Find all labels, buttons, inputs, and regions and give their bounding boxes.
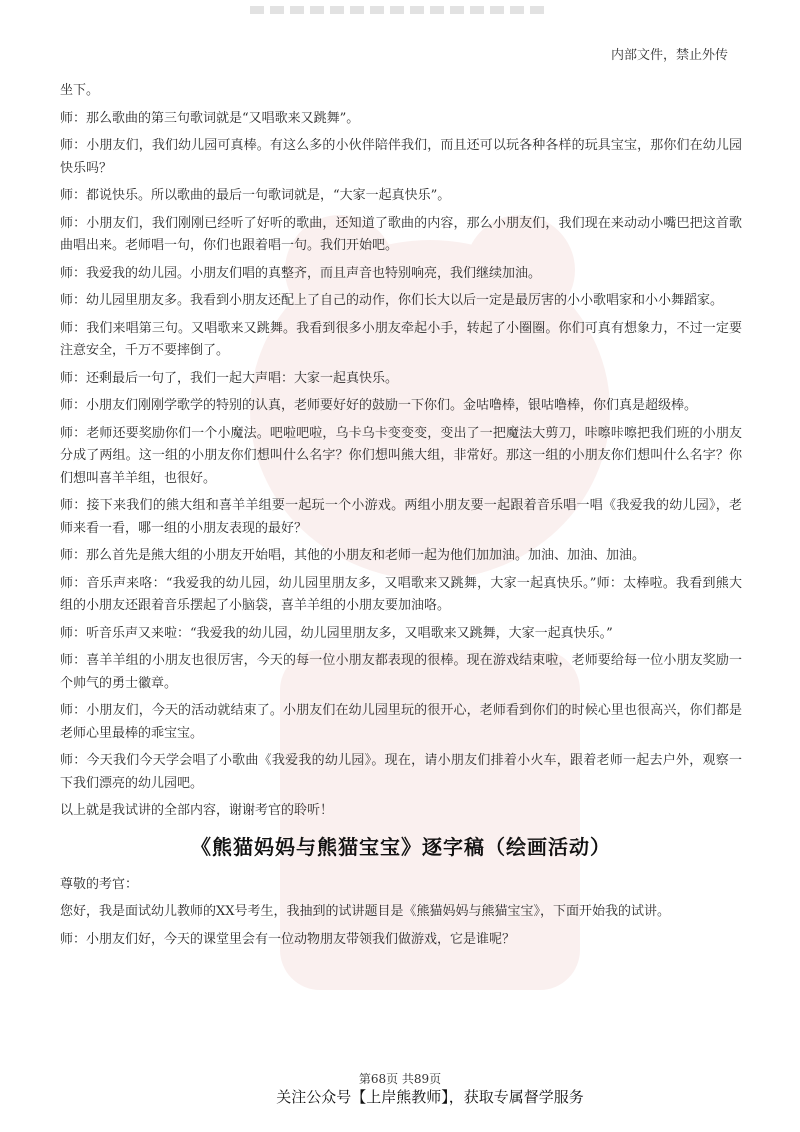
page-number: 第68页 共89页: [358, 1072, 442, 1086]
paragraph: 师：小朋友们刚刚学歌学的特别的认真，老师要好好的鼓励一下你们。金咕噜棒，银咕噜棒，你们真是超级棒。: [60, 398, 698, 413]
page-footer: [0, 1072, 800, 1108]
paragraph: 师：幼儿园里朋友多。我看到小朋友还配上了自己的动作，你们长大以后一定是最厉害的小小歌唱家和小小舞蹈家。: [60, 293, 724, 308]
paragraph: 您好，我是面试幼儿教师的XX号考生，我抽到的试讲题目是《熊猫妈妈与熊猫宝宝》，下面开始我的试讲。: [60, 904, 671, 919]
paragraph: 师：小朋友们，我们刚刚已经听了好听的歌曲，还知道了歌曲的内容，那么小朋友们，我们现在来动动小嘴巴把这首歌曲唱出来。老师唱一句，你们也跟着唱一句。我们开始吧。: [60, 215, 742, 253]
section-title: 《熊猫妈妈与熊猫宝宝》逐字稿（绘画活动）: [191, 834, 611, 859]
paragraph: 尊敬的考官：: [60, 876, 139, 892]
paragraph: 师：喜羊羊组的小朋友也很厉害，今天的每一位小朋友都表现的很棒。现在游戏结束啦，老师要给每一位小朋友奖励一个帅气的勇士徽章。: [60, 653, 742, 691]
paragraph: 师：我们来唱第三句。又唱歌来又跳舞。我看到很多小朋友牵起小手，转起了小圈圈。你们可真有想象力，不过一定要注意安全，千万不要摔倒了。: [60, 320, 742, 358]
paragraph: 师：还剩最后一句了，我们一起大声唱：大家一起真快乐。: [60, 370, 399, 386]
paragraph: 师：接下来我们的熊大组和喜羊羊组要一起玩一个小游戏。两组小朋友要一起跟着音乐唱一唱《我爱我的幼儿园》，老师来看一看，哪一组的小朋友表现的最好？: [60, 498, 742, 536]
paragraph: 师：音乐声来咯：“我爱我的幼儿园，幼儿园里朋友多，又唱歌来又跳舞，大家一起真快乐。”师：太棒啦。我看到熊大组的小朋友还跟着音乐摆起了小脑袋，喜羊羊组的小朋友要加油咯。: [60, 575, 742, 613]
paragraph: 师：我爱我的幼儿园。小朋友们唱的真整齐，而且声音也特别响亮，我们继续加油。: [60, 265, 542, 281]
paragraph: 师：小朋友们好，今天的课堂里会有一位动物朋友带领我们做游戏，它是谁呢？: [60, 931, 516, 947]
paragraph: 师：小朋友们，今天的活动就结束了。小朋友们在幼儿园里玩的很开心，老师看到你们的时候心里也很高兴，你们都是老师心里最棒的乖宝宝。: [60, 703, 742, 741]
clipped-top-text: [250, 6, 550, 14]
document-body: [60, 80, 742, 956]
paragraph: 师：小朋友们，我们幼儿园可真棒。有这么多的小伙伴陪伴我们，而且还可以玩各种各样的玩具宝宝，那你们在幼儿园快乐吗？: [60, 138, 742, 176]
paragraph: 师：那么歌曲的第三句歌词就是“又唱歌来又跳舞”。: [60, 110, 360, 126]
footer-note: 关注公众号【上岸熊教师】，获取专属督学服务: [276, 1088, 584, 1106]
paragraph: 以上就是我试讲的全部内容，谢谢考官的聆听！: [60, 803, 334, 818]
paragraph: 坐下。: [60, 83, 100, 98]
paragraph: 师：那么首先是熊大组的小朋友开始唱，其他的小朋友和老师一起为他们加加油。加油、加油、加油。: [60, 548, 646, 563]
paragraph: 师：都说快乐。所以歌曲的最后一句歌词就是，“大家一起真快乐”。: [60, 188, 451, 203]
paragraph: 师：听音乐声又来啦：“我爱我的幼儿园，幼儿园里朋友多，又唱歌来又跳舞，大家一起真快乐。”: [60, 625, 613, 641]
confidential-note: 内部文件，禁止外传: [610, 48, 728, 63]
paragraph: 师：老师还要奖励你们一个小魔法。吧啦吧啦，乌卡乌卡变变变，变出了一把魔法大剪刀，咔嚓咔嚓把我们班的小朋友分成了两组。这一组的小朋友你们想叫什么名字？你们想叫熊大组，非常好。那这一组的小朋友你们想叫什么名字？你们想叫喜羊羊组，也很好。: [60, 425, 742, 486]
paragraph: 师：今天我们今天学会唱了小歌曲《我爱我的幼儿园》。现在，请小朋友们排着小火车，跟着老师一起去户外，观察一下我们漂亮的幼儿园吧。: [60, 753, 742, 791]
